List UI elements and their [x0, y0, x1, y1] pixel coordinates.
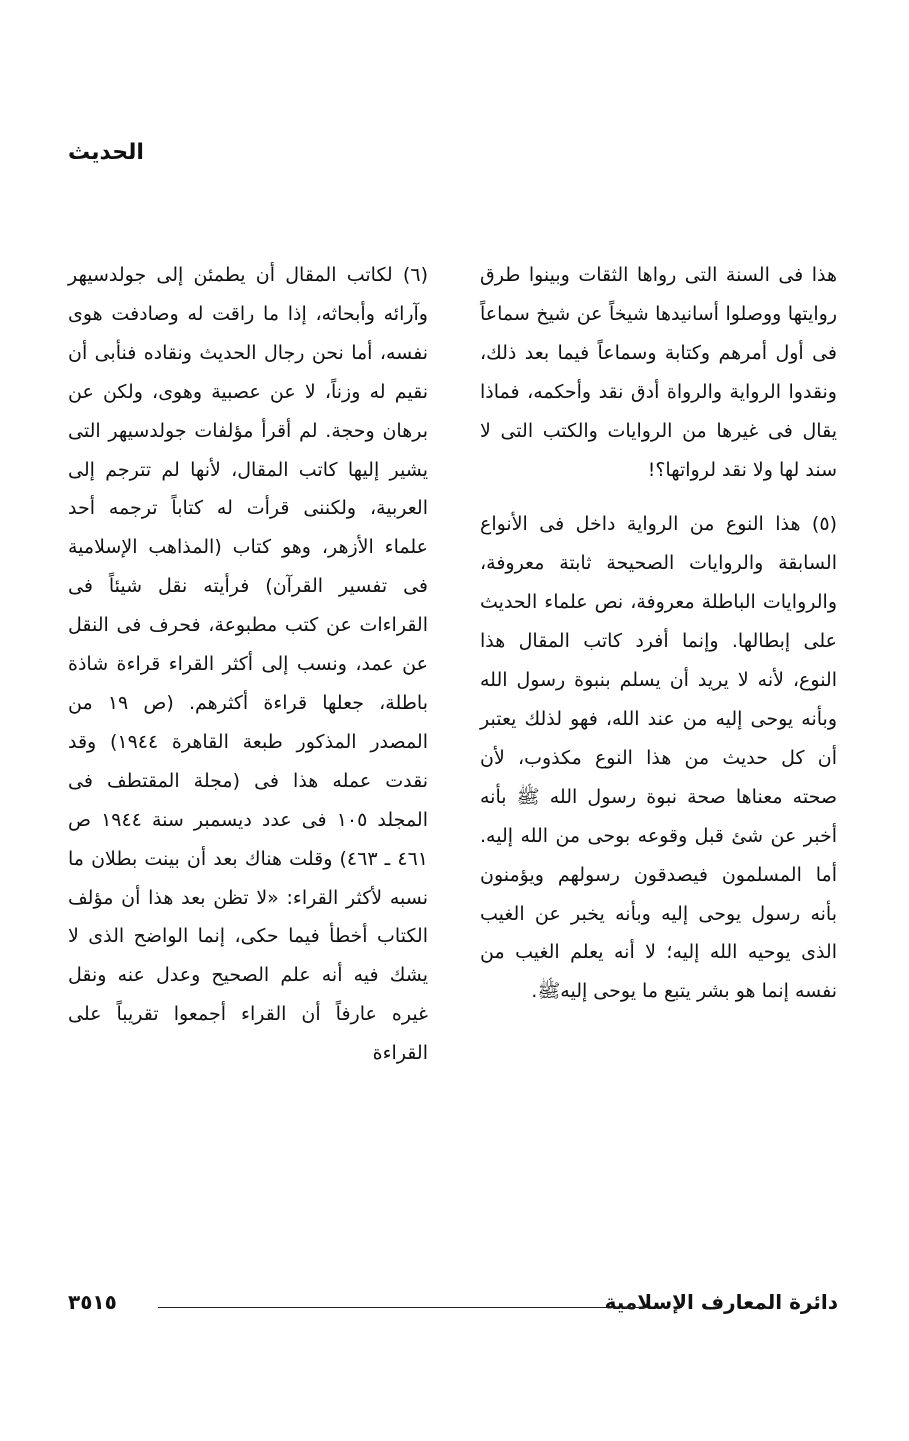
- left-column: [68, 256, 428, 1073]
- left-paragraph-1: (٦) لكاتب المقال أن يطمئن إلى جولدسيهر وآرائه وأبحاثه، إذا ما راقت له وصادفت هوى نفسه، أما نحن رجال الحديث ونقاده فنأبى أن نقيم له وزناً، لا عن عصبية وهوى، ولكن عن برهان وحجة. لم أقرأ مؤلفات جولدسيهر التى يشير إليها كاتب المقال، لأنها لم تترجم إلى العربية، ولكننى قرأت له كتاباً ترجمه أحد علماء الأزهر، وهو كتاب (المذاهب الإسلامية فى تفسير القرآن) فرأيته نقل شيئاً فى القراءات عن كتب مطبوعة، فحرف فى النقل عن عمد، ونسب إلى أكثر القراء قراءة شاذة باطلة، جعلها قراءة أكثرهم. (ص ١٩ من المصدر المذكور طبعة القاهرة ١٩٤٤) وقد نقدت عمله هذا فى (مجلة المقتطف فى المجلد ١٠٥ فى عدد ديسمبر سنة ١٩٤٤ ص ٤٦١ ـ ٤٦٣) وقلت هناك بعد أن بينت بطلان ما نسبه لأكثر القراء: «لا تظن بعد هذا أن مؤلف الكتاب أخطأ فيما حكى، إنما الواضح الذى لا يشك فيه أنه علم الصحيح وعدل عنه ونقل غيره عارفاً أن القراء أجمعوا تقريباً على القراءة: [68, 264, 429, 1065]
- right-paragraph-2: (٥) هذا النوع من الرواية داخل فى الأنواع السابقة والروايات الصحيحة ثابتة معروفة، والروايات الباطلة معروفة، نص علماء الحديث على إبطالها. وإنما أفرد كاتب المقال هذا النوع، لأنه لا يريد أن يسلم بنبوة رسول الله وبأنه يوحى إليه من عند الله، فهو لذلك يعتبر أن كل حديث من هذا النوع مكذوب، لأن صحته معناها صحة نبوة رسول الله ﷺ بأنه أخبر عن شئ قبل وقوعه بوحى من الله إليه. أما المسلمون فيصدقون رسولهم ويؤمنون بأنه رسول يوحى إليه وبأنه يخبر عن الغيب الذى يوحيه الله إليه؛ لا أنه يعلم الغيب من نفسه إنما هو بشر يتبع ما يوحى إليهﷺ.: [480, 513, 837, 1003]
- footer-divider-rule: [158, 1307, 648, 1308]
- page-footer: [68, 1290, 838, 1320]
- page-number: ٣٥١٥: [68, 1290, 117, 1314]
- right-column: [480, 256, 837, 1011]
- footer-publication-title: دائرة المعارف الإسلامية: [604, 1290, 838, 1314]
- running-head-title: الحديث: [68, 140, 144, 165]
- right-paragraph-1: هذا فى السنة التى رواها الثقات وبينوا طرق روايتها ووصلوا أسانيدها شيخاً عن شيخ سماعاً فى أول أمرهم وكتابة وسماعاً فيما بعد ذلك، ونقدوا الرواية والرواة أدق نقد وأحكمه، فماذا يقال فى غيرها من الروايات والكتب التى لا سند لها ولا نقد لرواتها؟!: [480, 264, 837, 481]
